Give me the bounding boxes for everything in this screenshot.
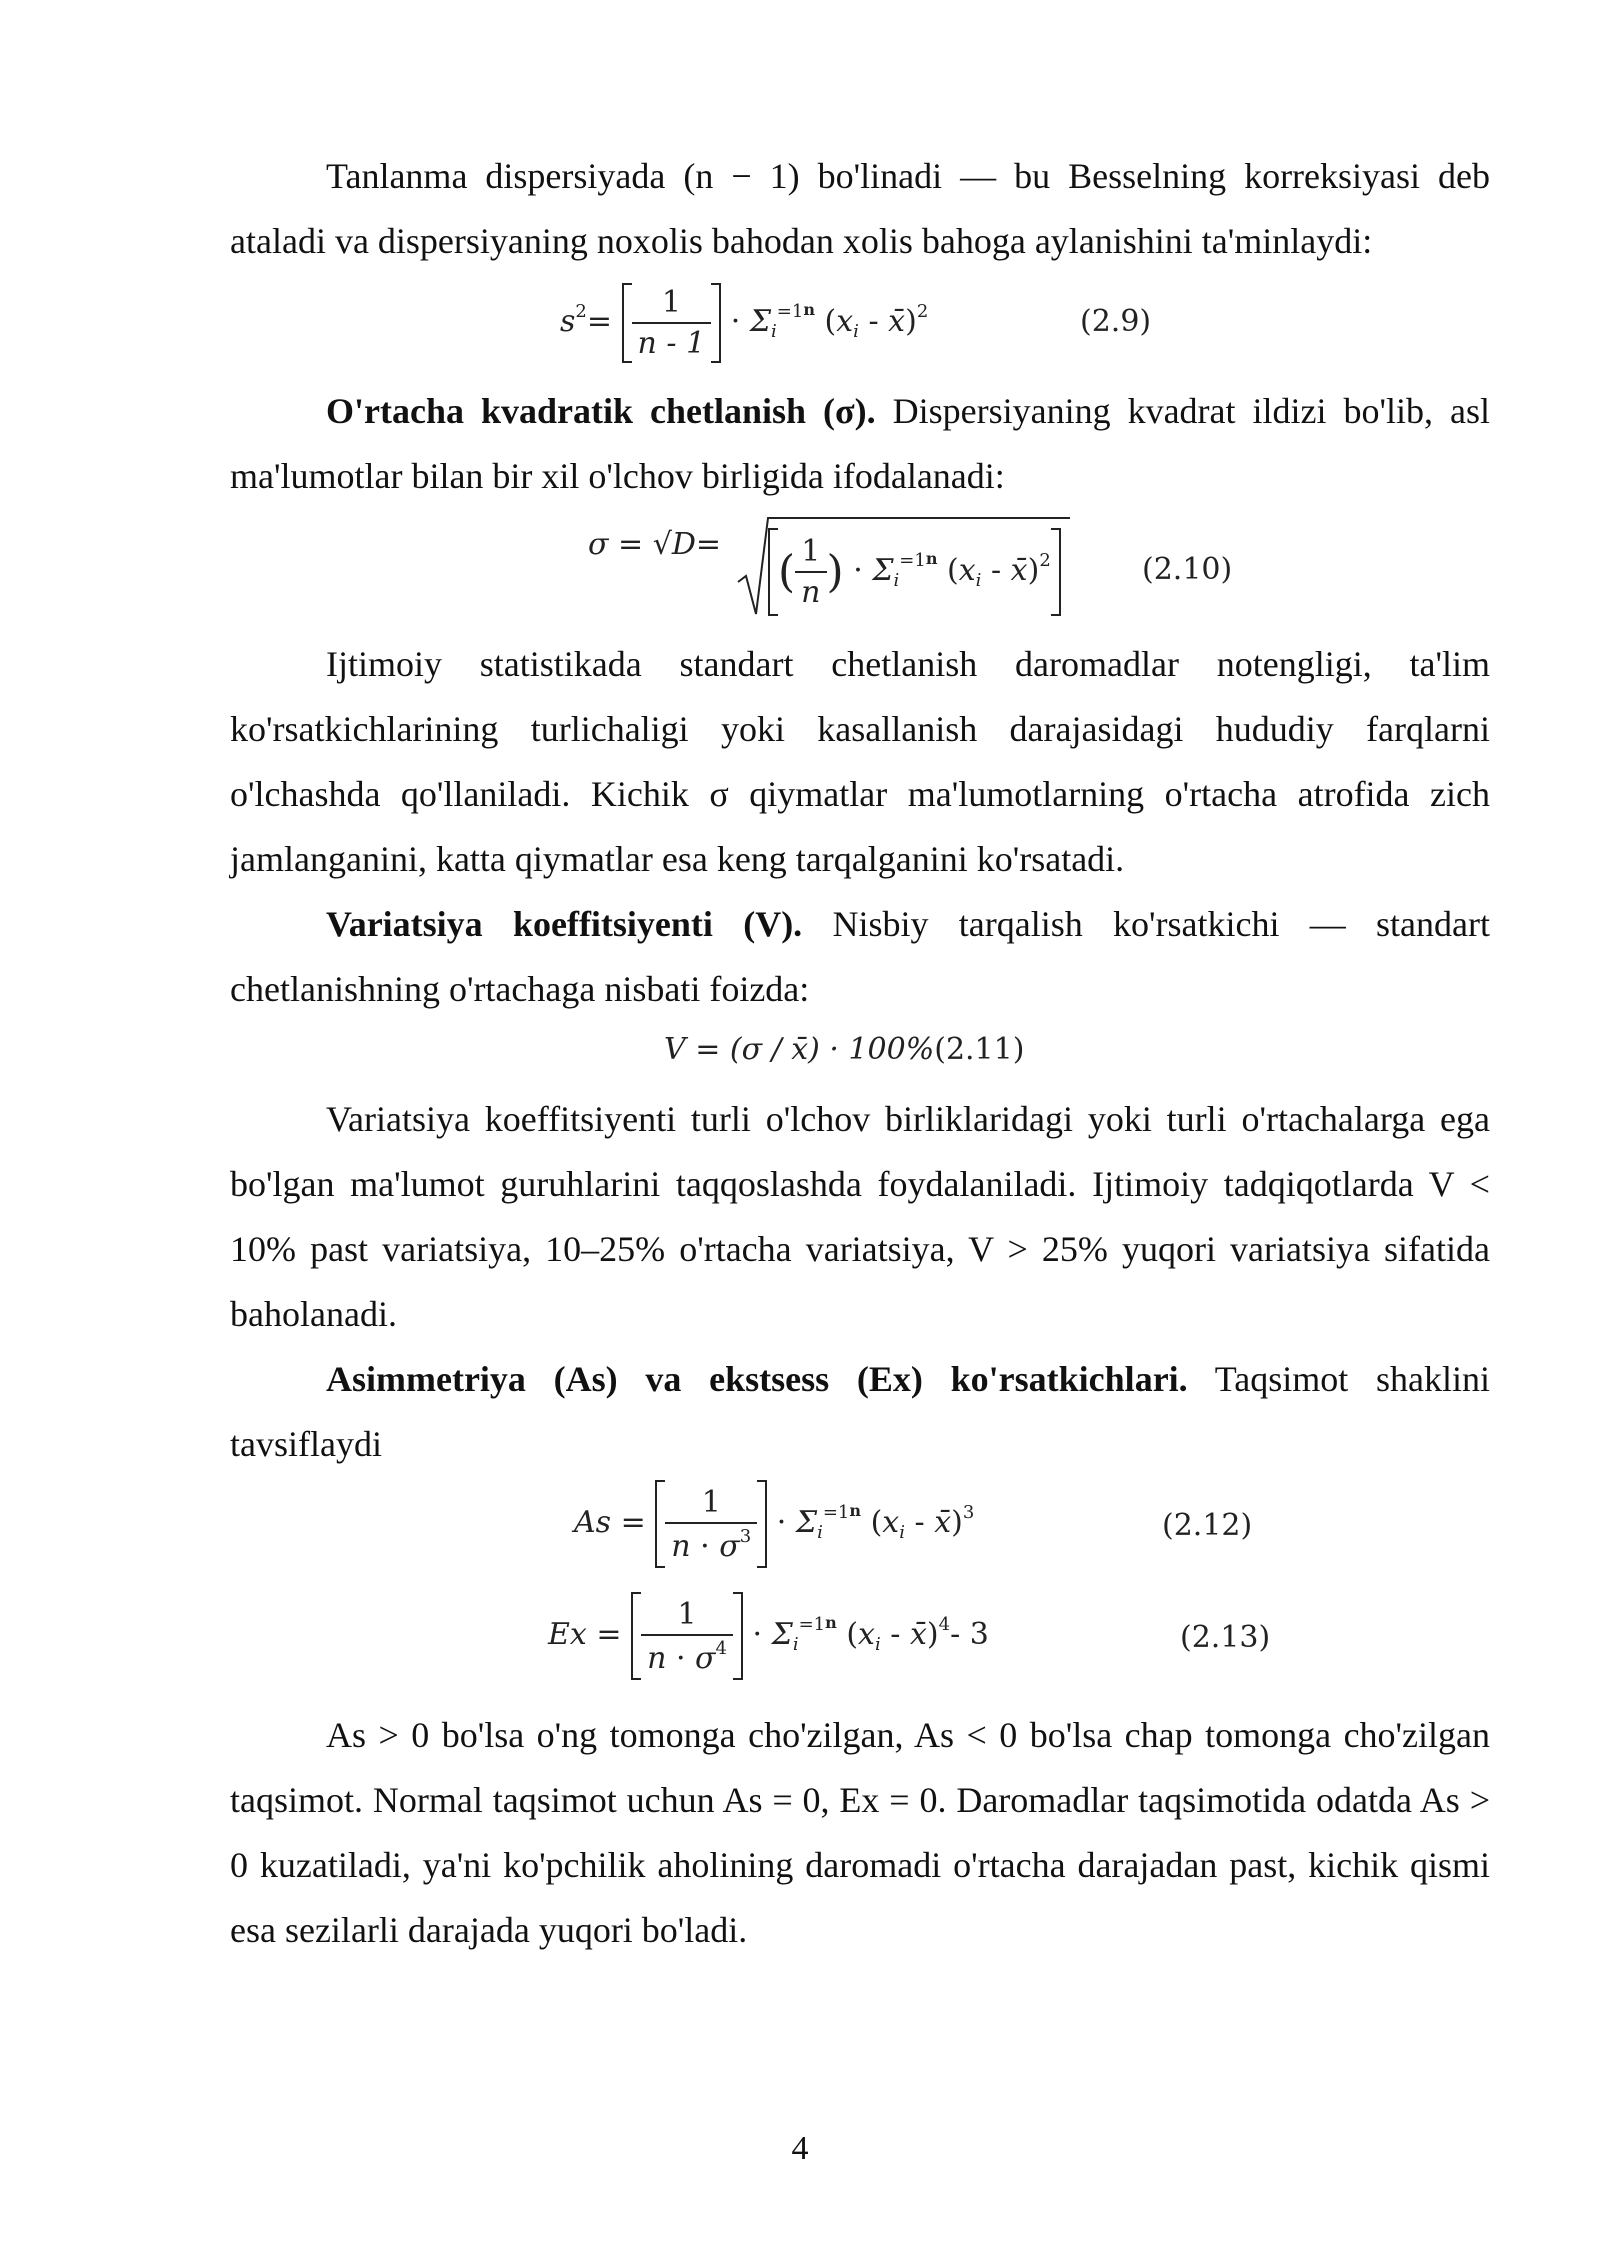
- eq-paren: (: [846, 1617, 859, 1652]
- eq-paren: (: [870, 1505, 883, 1540]
- den-n: n: [647, 1640, 667, 1676]
- paragraph-variation-coefficient: [230, 892, 1490, 1022]
- fraction-numerator: 1: [795, 534, 826, 573]
- eq-mean: x̄: [1010, 553, 1028, 588]
- eq-mean: x̄: [934, 1505, 952, 1540]
- sum-upper: n: [803, 300, 815, 319]
- left-bracket: [655, 1480, 665, 1568]
- eq-dot: ·: [730, 304, 741, 339]
- right-bracket: [733, 1592, 743, 1680]
- eq-exponent: 2: [575, 301, 587, 322]
- right-bracket: [711, 283, 721, 363]
- sum-lower: =1: [899, 550, 926, 571]
- fraction-denominator: n - 1: [637, 326, 706, 361]
- sum-lower: =1: [822, 1502, 850, 1523]
- fraction-numerator: 1: [632, 285, 712, 324]
- fraction-numerator: 1: [665, 1485, 757, 1524]
- eq-dot: ·: [776, 1505, 787, 1540]
- left-bracket: [622, 283, 632, 363]
- left-paren: (: [778, 546, 796, 598]
- paragraph-std-deviation: [230, 379, 1490, 509]
- eq-symbol: s: [560, 304, 576, 339]
- equation-number-2-9: (2.9): [1080, 304, 1152, 339]
- paragraph-bessel-correction: [230, 144, 1490, 274]
- den-n: n: [671, 1528, 691, 1564]
- paragraph-social-statistics: [230, 632, 1490, 892]
- eq-equals: =: [586, 304, 612, 339]
- sum-index: i: [792, 1634, 799, 1655]
- den-sigma: σ: [695, 1640, 716, 1676]
- eq-variable: x: [858, 1617, 875, 1652]
- sum-index: i: [771, 321, 777, 342]
- eq-fraction: [665, 1485, 757, 1564]
- left-bracket: [768, 528, 778, 616]
- sum-upper: n: [849, 1501, 862, 1520]
- sum-index: i: [817, 1522, 823, 1543]
- paragraph-text: Dispersiyaning kvadrat ildizi bo'lib, asl ma'lumotlar bilan bir xil o'lchov birligida ifodalanadi:: [230, 391, 1490, 496]
- sum-symbol: Σ: [771, 1617, 793, 1652]
- right-paren: ): [826, 546, 844, 598]
- eq-minus: -: [868, 304, 879, 339]
- den-dot: ·: [700, 1528, 710, 1564]
- den-dot: ·: [675, 1640, 686, 1676]
- eq-paren: ): [905, 304, 917, 339]
- paragraph-text: Tanlanma dispersiyada (n − 1) bo'linadi — bu Besselning korreksiyasi deb ataladi va dispersiyaning noxolis bahodan xolis bahoga aylanishini ta'minlaydi:: [230, 156, 1490, 261]
- section-heading: Asimmetriya (As) va ekstsess (Ex) ko'rsatkichlari.: [326, 1359, 1188, 1399]
- left-bracket: [631, 1592, 641, 1680]
- paragraph-text: Variatsiya koeffitsiyenti turli o'lchov birliklaridagi yoki turli o'rtachalarga ega bo'lgan ma'lumot guruhlarini taqqoslashda foydalaniladi. Ijtimoiy tadqiqotlarda V < 10% past variatsiya, 10–25% o'rtacha variatsiya, V > 25% yuqori variatsiya sifatida baholanadi.: [230, 1099, 1490, 1334]
- equation-2-12: [574, 1480, 974, 1568]
- fraction-denominator: [641, 1636, 733, 1676]
- eq-fraction: [795, 534, 826, 610]
- eq-paren: (: [947, 553, 959, 588]
- paragraph-asymmetry-excess: [230, 1347, 1490, 1477]
- eq-equals: =: [596, 1617, 622, 1652]
- eq-subscript: i: [874, 1634, 881, 1655]
- eq-symbol: σ: [588, 527, 609, 562]
- equation-number-2-10: (2.10): [1142, 552, 1233, 587]
- eq-subscript: i: [853, 321, 859, 342]
- equation-2-11: [664, 1032, 1024, 1067]
- right-bracket: [1051, 528, 1061, 616]
- paragraph-text: As > 0 bo'lsa o'ng tomonga cho'zilgan, As < 0 bo'lsa chap tomonga cho'zilgan taqsimot. Normal taqsimot uchun As = 0, Ex = 0. Daromadlar taqsimotida odatda As > 0 kuzatiladi, ya'ni ko'pchilik aholining daromadi o'rtacha darajadan past, kichik qismi esa sezilarli darajada yuqori bo'ladi.: [230, 1715, 1490, 1950]
- sum-upper: n: [825, 1613, 837, 1632]
- eq-paren: (: [824, 304, 837, 339]
- eq-paren: ): [951, 1505, 963, 1540]
- eq-minus: -: [890, 1617, 901, 1652]
- eq-subscript: i: [899, 1522, 905, 1543]
- paragraph-interpretation: [230, 1703, 1490, 1963]
- eq-body: V = (σ / x̄) · 100%: [664, 1032, 935, 1067]
- eq-variable: x: [958, 553, 976, 588]
- den-power: 4: [715, 1637, 727, 1659]
- eq-power: 3: [962, 1502, 975, 1523]
- fraction-numerator: 1: [641, 1597, 733, 1636]
- den-sigma: σ: [719, 1528, 740, 1564]
- eq-mean: x̄: [888, 304, 906, 339]
- eq-equals: =: [695, 527, 722, 562]
- eq-mean: x̄: [909, 1617, 927, 1652]
- eq-tail: - 3: [950, 1617, 989, 1652]
- eq-symbol: As: [574, 1505, 612, 1540]
- section-heading: Variatsiya koeffitsiyenti (V).: [326, 904, 803, 944]
- paragraph-text: Ijtimoiy statistikada standart chetlanish daromadlar notengligi, ta'lim ko'rsatkichlarining turlichaligi yoki kasallanish darajasidagi hududiy farqlarni o'lchashda qo'llaniladi. Kichik σ qiymatlar ma'lumotlarning o'rtacha atrofida zich jamlanganini, katta qiymatlar esa keng tarqalganini ko'rsatadi.: [230, 644, 1490, 879]
- eq-sqrt-d: √D: [652, 527, 696, 562]
- right-bracket: [757, 1480, 767, 1568]
- eq-minus: -: [990, 553, 1002, 588]
- equation-number-2-13: (2.13): [1180, 1620, 1271, 1655]
- eq-dot: ·: [853, 553, 863, 588]
- paragraph-text: Nisbiy tarqalish ko'rsatkichi — standart chetlanishning o'rtachaga nisbati foizda:: [230, 904, 1490, 1009]
- sum-upper: n: [925, 549, 938, 568]
- equation-2-10: [588, 527, 721, 562]
- eq-variable: x: [882, 1505, 900, 1540]
- eq-paren: ): [1027, 553, 1040, 588]
- eq-power: 4: [938, 1614, 951, 1635]
- sum-index: i: [893, 570, 900, 591]
- sum-symbol: Σ: [795, 1505, 818, 1540]
- fraction-denominator: n: [801, 575, 821, 610]
- sum-lower: =1: [798, 1614, 826, 1635]
- paragraph-variation-usage: [230, 1087, 1490, 1347]
- sum-lower: =1: [776, 301, 804, 322]
- eq-equals: =: [620, 1505, 646, 1540]
- eq-power: 2: [1039, 550, 1051, 571]
- eq-paren: ): [926, 1617, 939, 1652]
- equation-2-10-radicand: [768, 528, 1061, 616]
- sum-symbol: Σ: [872, 553, 894, 588]
- den-power: 3: [739, 1525, 752, 1547]
- equation-2-9: [560, 283, 928, 363]
- equation-number-2-11: (2.11): [934, 1032, 1025, 1067]
- sum-symbol: Σ: [749, 304, 772, 339]
- eq-minus: -: [914, 1505, 925, 1540]
- equation-2-13: [548, 1592, 989, 1680]
- paragraph-text: Taqsimot shaklini tavsiflaydi: [230, 1359, 1490, 1464]
- eq-dot: ·: [752, 1617, 763, 1652]
- eq-symbol: Ex: [548, 1617, 587, 1652]
- eq-power: 2: [916, 301, 929, 322]
- eq-fraction: [641, 1597, 733, 1676]
- eq-fraction: [632, 285, 712, 361]
- fraction-denominator: [665, 1524, 757, 1564]
- eq-subscript: i: [975, 570, 982, 591]
- eq-equals: =: [618, 527, 644, 562]
- eq-variable: x: [836, 304, 854, 339]
- section-heading: O'rtacha kvadratik chetlanish (σ).: [326, 391, 876, 431]
- equation-number-2-12: (2.12): [1162, 1508, 1253, 1543]
- page-number: 4: [791, 2130, 809, 2167]
